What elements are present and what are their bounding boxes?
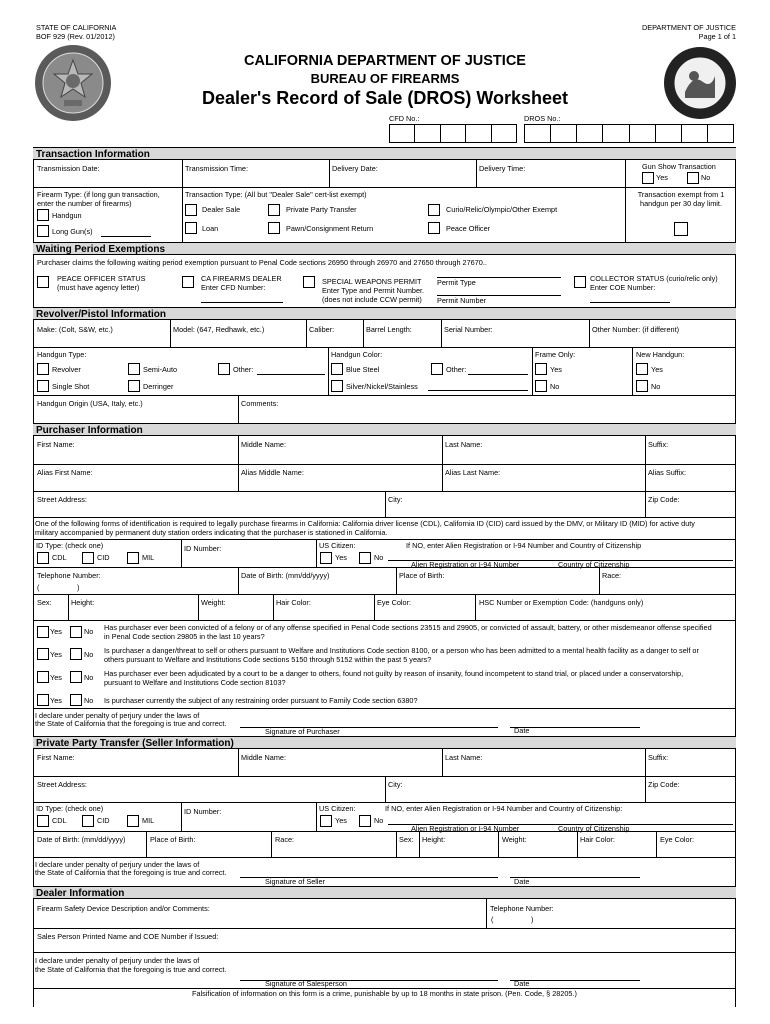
firearm-type-label: Firearm Type: (if long gun transaction, enter the number of firearms) <box>37 190 160 208</box>
ca-dealer-sub: Enter CFD Number: <box>201 283 266 292</box>
dealer-declare-1: I declare under penalty of perjury under the laws of <box>35 956 200 965</box>
seller-city-label: City: <box>388 780 403 789</box>
ca-dealer-label: CA FIREARMS DEALER <box>201 274 282 283</box>
section-purchaser: Purchaser Information <box>33 423 736 436</box>
seller-mil-label: MIL <box>142 816 155 825</box>
seller-if-no-label: If NO, enter Alien Registration or I-94 Number and Country of Citizenship: <box>385 804 623 813</box>
cdl-label: CDL <box>52 553 67 562</box>
seller-citizen-yes-label: Yes <box>335 816 347 825</box>
model-label: Model: (647, Redhawk, etc.) <box>173 325 265 334</box>
citizen-yes-label: Yes <box>335 553 347 562</box>
citizen-no-checkbox[interactable] <box>359 552 371 564</box>
handgun-color-label: Handgun Color: <box>331 350 383 359</box>
form-number: BOF 929 (Rev. 01/2012) <box>36 32 115 41</box>
cid-checkbox[interactable] <box>82 552 94 564</box>
frame-no-checkbox[interactable] <box>535 380 547 392</box>
q3-text-2: pursuant to Welfare and Institutions Code section 8103? <box>104 678 286 687</box>
salesperson-date-label: Date <box>514 979 530 988</box>
delivery-date-label: Delivery Date: <box>332 164 378 173</box>
dealer-declare-2: the State of California that the foregoing is true and correct. <box>35 965 227 974</box>
permit-number-label: Permit Number <box>437 296 487 305</box>
seller-cid-label: CID <box>97 816 110 825</box>
cfd-no-label: CFD No.: <box>389 114 420 123</box>
race-label: Race: <box>602 571 622 580</box>
seller-cdl-checkbox[interactable] <box>37 815 49 827</box>
department-label: DEPARTMENT OF JUSTICE <box>641 23 736 32</box>
bureau-seal-logo <box>34 44 112 122</box>
seller-cdl-label: CDL <box>52 816 67 825</box>
frame-no-label: No <box>550 382 560 391</box>
special-weapons-label: SPECIAL WEAPONS PERMIT <box>322 277 422 286</box>
pawn-checkbox[interactable] <box>268 222 280 234</box>
zip-label: Zip Code: <box>648 495 680 504</box>
frame-yes-checkbox[interactable] <box>535 363 547 375</box>
telephone-open-paren: ( <box>37 583 40 592</box>
seller-citizen-no-checkbox[interactable] <box>359 815 371 827</box>
dros-no-boxes[interactable] <box>524 124 734 143</box>
sex-label: Sex: <box>37 598 52 607</box>
q4-no-label: No <box>84 696 94 705</box>
eye-color-label: Eye Color: <box>377 598 412 607</box>
seller-last-label: Last Name: <box>445 753 483 762</box>
curio-label: Curio/Relic/Olympic/Other Exempt <box>446 205 558 214</box>
handgun-type-label: Handgun Type: <box>37 350 87 359</box>
peace-status-checkbox[interactable] <box>37 276 49 288</box>
delivery-time-label: Delivery Time: <box>479 164 526 173</box>
type-other-label: Other: <box>233 365 254 374</box>
q2-yes-checkbox[interactable] <box>37 648 49 660</box>
q1-yes-checkbox[interactable] <box>37 626 49 638</box>
purchaser-declare-2: the State of California that the foregoing is true and correct. <box>35 719 227 728</box>
long-gun-checkbox[interactable] <box>37 225 49 237</box>
country-label: Country of Citizenship <box>558 560 630 569</box>
q3-yes-label: Yes <box>50 673 62 682</box>
seller-weight-label: Weight: <box>502 835 527 844</box>
handgun-label: Handgun <box>52 211 82 220</box>
us-citizen-label: US Citizen: <box>319 541 356 550</box>
cid-label: CID <box>97 553 110 562</box>
salesperson-label: Sales Person Printed Name and COE Number if Issued: <box>37 932 219 941</box>
seller-first-label: First Name: <box>37 753 75 762</box>
gun-show-yes-checkbox[interactable] <box>642 172 654 184</box>
q3-no-checkbox[interactable] <box>70 671 82 683</box>
seller-mil-checkbox[interactable] <box>127 815 139 827</box>
dealer-telephone-open-paren: ( <box>491 915 494 924</box>
pawn-label: Pawn/Consignment Return <box>286 224 374 233</box>
q2-yes-label: Yes <box>50 650 62 659</box>
dealer-sale-label: Dealer Sale <box>202 205 241 214</box>
revolver-label: Revolver <box>52 365 81 374</box>
alias-middle-label: Alias Middle Name: <box>241 468 304 477</box>
seller-eye-label: Eye Color: <box>660 835 695 844</box>
exempt-label: Transaction exempt from 1 handgun per 30 day limit. <box>637 190 725 208</box>
id-type-label: ID Type: (check one) <box>36 541 104 550</box>
mil-checkbox[interactable] <box>127 552 139 564</box>
seller-middle-label: Middle Name: <box>241 753 287 762</box>
seller-id-type-label: ID Type: (check one) <box>36 804 104 813</box>
peace-status-label: PEACE OFFICER STATUS <box>57 274 146 283</box>
purchaser-signature-label: Signature of Purchaser <box>265 727 340 736</box>
new-no-label: No <box>651 382 661 391</box>
purchaser-date-label: Date <box>514 726 530 735</box>
mil-label: MIL <box>142 553 155 562</box>
id-notice-line2: military accompanied by permanent duty station orders indicating that the purchaser is stationed in California. <box>35 528 388 537</box>
collector-checkbox[interactable] <box>574 276 586 288</box>
loan-checkbox[interactable] <box>185 222 197 234</box>
revolver-checkbox[interactable] <box>37 363 49 375</box>
new-yes-label: Yes <box>651 365 663 374</box>
if-no-label: If NO, enter Alien Registration or I-94 Number and Country of Citizenship <box>406 541 642 550</box>
dealer-telephone-label: Telephone Number: <box>490 904 554 913</box>
seller-us-citizen-label: US Citizen: <box>319 804 356 813</box>
title-bureau: BUREAU OF FIREARMS <box>310 71 460 86</box>
section-transaction: Transaction Information <box>33 147 736 160</box>
dealer-sale-checkbox[interactable] <box>185 204 197 216</box>
comments-label: Comments: <box>241 399 279 408</box>
seller-country-label: Country of Citizenship <box>558 824 630 833</box>
citizen-no-label: No <box>374 553 384 562</box>
seller-date-line[interactable] <box>510 877 640 878</box>
make-label: Make: (Colt, S&W, etc.) <box>37 325 113 334</box>
special-weapons-checkbox[interactable] <box>303 276 315 288</box>
color-other-checkbox[interactable] <box>431 363 443 375</box>
section-revolver: Revolver/Pistol Information <box>33 307 736 320</box>
height-label: Height: <box>71 598 95 607</box>
suffix-label: Suffix: <box>648 440 669 449</box>
cdl-checkbox[interactable] <box>37 552 49 564</box>
collector-sub: Enter COE Number: <box>590 283 656 292</box>
alien-reg-label: Alien Registration or I-94 Number <box>411 560 520 569</box>
peace-officer-label: Peace Officer <box>446 224 491 233</box>
gun-show-yes-label: Yes <box>656 173 668 182</box>
alias-first-label: Alias First Name: <box>37 468 93 477</box>
q4-no-checkbox[interactable] <box>70 694 82 706</box>
id-number-label: ID Number: <box>184 544 222 553</box>
page-title: Dealer's Record of Sale (DROS) Worksheet <box>201 88 569 108</box>
salesperson-signature-label: Signature of Salesperson <box>265 979 347 988</box>
weight-label: Weight: <box>201 598 226 607</box>
new-handgun-label: New Handgun: <box>636 350 685 359</box>
seller-race-label: Race: <box>275 835 295 844</box>
section-dealer: Dealer Information <box>33 886 736 899</box>
seller-hair-label: Hair Color: <box>580 835 615 844</box>
peace-status-sub: (must have agency letter) <box>57 283 140 292</box>
special-weapons-sub2: (does not include CCW permit) <box>322 295 422 304</box>
q4-yes-checkbox[interactable] <box>37 694 49 706</box>
purchaser-date-line[interactable] <box>510 727 640 728</box>
footer-warning: Falsification of information on this form is a crime, punishable by up to 18 months in state prison. (Pen. Code, § 28205.) <box>192 989 577 998</box>
frame-yes-label: Yes <box>550 365 562 374</box>
q2-text-1: Is purchaser a danger/threat to self or others pursuant to Welfare and Institutions Code section 8100, or a person who has been admitted to a mental health facility as a danger to self or <box>104 646 699 655</box>
seller-alien-reg-label: Alien Registration or I-94 Number <box>411 824 520 833</box>
telephone-close-paren: ) <box>77 583 80 592</box>
private-party-checkbox[interactable] <box>268 204 280 216</box>
seller-zip-label: Zip Code: <box>648 780 680 789</box>
curio-checkbox[interactable] <box>428 204 440 216</box>
q1-text-2: in Penal Code section 29805 in the last 10 years? <box>104 632 265 641</box>
gun-show-no-label: No <box>701 173 711 182</box>
barrel-label: Barrel Length: <box>366 325 412 334</box>
q3-yes-checkbox[interactable] <box>37 671 49 683</box>
private-party-label: Private Party Transfer <box>286 205 357 214</box>
collector-label: COLLECTOR STATUS (curio/relic only) <box>590 274 718 283</box>
origin-label: Handgun Origin (USA, Italy, etc.) <box>37 399 143 408</box>
section-waiting-period: Waiting Period Exemptions <box>33 242 736 255</box>
frame-only-label: Frame Only: <box>535 350 576 359</box>
silver-checkbox[interactable] <box>331 380 343 392</box>
safety-device-label: Firearm Safety Device Description and/or Comments: <box>37 904 210 913</box>
gun-show-no-checkbox[interactable] <box>687 172 699 184</box>
dealer-telephone-close-paren: ) <box>531 915 534 924</box>
seller-sex-label: Sex: <box>399 835 414 844</box>
silver-label: Silver/Nickel/Stainless <box>346 382 418 391</box>
permit-type-label: Permit Type <box>437 278 476 287</box>
middle-name-label: Middle Name: <box>241 440 287 449</box>
q1-text-1: Has purchaser ever been convicted of a felony or of any offense specified in Penal Code sections 23515 and 29905, or convicted of assault, battery, or other misdemeanor offense specified <box>104 623 712 632</box>
salesperson-date-line[interactable] <box>510 980 640 981</box>
long-gun-label: Long Gun(s) <box>52 227 93 236</box>
state-label: STATE OF CALIFORNIA <box>36 23 117 32</box>
seller-cid-checkbox[interactable] <box>82 815 94 827</box>
citizen-yes-checkbox[interactable] <box>320 552 332 564</box>
seller-citizen-yes-checkbox[interactable] <box>320 815 332 827</box>
transmission-date-label: Transmission Date: <box>37 164 100 173</box>
street-label: Street Address: <box>37 495 87 504</box>
q1-no-checkbox[interactable] <box>70 626 82 638</box>
q2-no-checkbox[interactable] <box>70 648 82 660</box>
seller-date-label: Date <box>514 877 530 886</box>
caliber-label: Caliber: <box>309 325 335 334</box>
purchaser-declare-1: I declare under penalty of perjury under the laws of <box>35 711 200 720</box>
q2-text-2: others pursuant to Welfare and Institutions Code sections 5150 through 5152 within the past 5 years? <box>104 655 432 664</box>
loan-label: Loan <box>202 224 219 233</box>
seller-signature-label: Signature of Seller <box>265 877 326 886</box>
seller-citizen-no-label: No <box>374 816 384 825</box>
blue-steel-label: Blue Steel <box>346 365 380 374</box>
handgun-checkbox[interactable] <box>37 209 49 221</box>
city-label: City: <box>388 495 403 504</box>
peace-officer-checkbox[interactable] <box>428 222 440 234</box>
new-no-checkbox[interactable] <box>636 380 648 392</box>
q1-yes-label: Yes <box>50 627 62 636</box>
seller-dob-label: Date of Birth: (mm/dd/yyyy) <box>37 835 126 844</box>
seller-declare-2: the State of California that the foregoing is true and correct. <box>35 868 227 877</box>
seller-street-label: Street Address: <box>37 780 87 789</box>
single-shot-checkbox[interactable] <box>37 380 49 392</box>
seller-declare-1: I declare under penalty of perjury under the laws of <box>35 860 200 869</box>
seller-suffix-label: Suffix: <box>648 753 669 762</box>
seller-height-label: Height: <box>422 835 446 844</box>
dros-no-label: DROS No.: <box>524 114 561 123</box>
serial-label: Serial Number: <box>444 325 493 334</box>
q4-text: Is purchaser currently the subject of any restraining order pursuant to Family Code section 6380? <box>104 696 418 705</box>
page-number: Page 1 of 1 <box>698 32 736 41</box>
color-other-label: Other: <box>446 365 467 374</box>
hsc-label: HSC Number or Exemption Code: (handguns only) <box>479 598 644 607</box>
section-seller: Private Party Transfer (Seller Information) <box>33 736 736 749</box>
pob-label: Place of Birth: <box>399 571 445 580</box>
q1-no-label: No <box>84 627 94 636</box>
seller-id-number-label: ID Number: <box>184 807 222 816</box>
title-doj: CALIFORNIA DEPARTMENT OF JUSTICE <box>244 53 526 69</box>
transaction-type-label: Transaction Type: (All but "Dealer Sale" cert-list exempt) <box>185 190 367 199</box>
single-shot-label: Single Shot <box>52 382 90 391</box>
id-notice-line1: One of the following forms of identification is required to legally purchase firearms in California: California driver license (CDL), California ID (CID) card issued by the DMV, or Military ID (MID) for active duty <box>35 519 695 528</box>
alias-suffix-label: Alias Suffix: <box>648 468 686 477</box>
new-yes-checkbox[interactable] <box>636 363 648 375</box>
ca-dealer-checkbox[interactable] <box>182 276 194 288</box>
hair-color-label: Hair Color: <box>276 598 311 607</box>
alias-last-label: Alias Last Name: <box>445 468 501 477</box>
q3-no-label: No <box>84 673 94 682</box>
blue-steel-checkbox[interactable] <box>331 363 343 375</box>
cfd-no-boxes[interactable] <box>389 124 517 143</box>
exempt-checkbox[interactable] <box>674 222 688 236</box>
transmission-time-label: Transmission Time: <box>185 164 248 173</box>
other-number-label: Other Number: (if different) <box>592 325 680 334</box>
waiting-intro: Purchaser claims the following waiting period exemption pursuant to Penal Code sections 26950 through 26970 and 27650 through 27670.. <box>37 258 487 267</box>
last-name-label: Last Name: <box>445 440 483 449</box>
type-other-checkbox[interactable] <box>218 363 230 375</box>
telephone-label: Telephone Number: <box>37 571 101 580</box>
special-weapons-sub1: Enter Type and Permit Number. <box>322 286 425 295</box>
first-name-label: First Name: <box>37 440 75 449</box>
semi-auto-checkbox[interactable] <box>128 363 140 375</box>
seller-pob-label: Place of Birth: <box>150 835 196 844</box>
gun-show-label: Gun Show Transaction <box>642 162 716 171</box>
q2-no-label: No <box>84 650 94 659</box>
dob-label: Date of Birth: (mm/dd/yyyy) <box>241 571 330 580</box>
attorney-general-seal-logo <box>663 46 737 120</box>
semi-auto-label: Semi-Auto <box>143 365 178 374</box>
derringer-checkbox[interactable] <box>128 380 140 392</box>
q4-yes-label: Yes <box>50 696 62 705</box>
q3-text-1: Has purchaser ever been adjudicated by a court to be a danger to others, found not guilty by reason of insanity, found incompetent to stand trial, or placed under a conservatorship, <box>104 669 684 678</box>
derringer-label: Derringer <box>143 382 174 391</box>
